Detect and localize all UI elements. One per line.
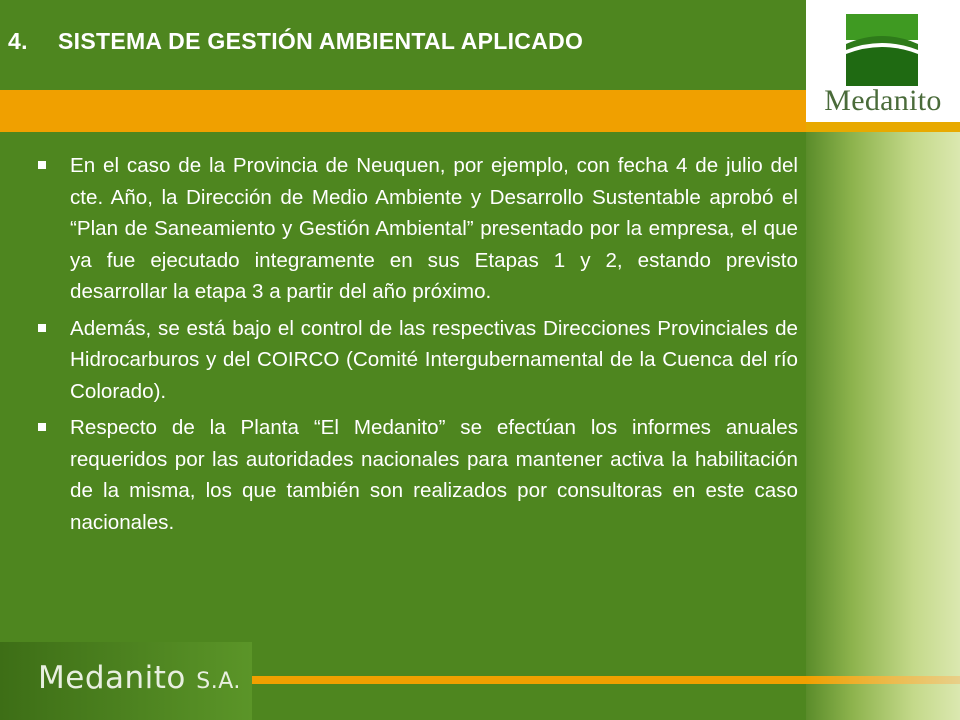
bullet-list	[36, 150, 798, 543]
bullet-text: Respecto de la Planta “El Medanito” se efectúan los informes anuales requeridos por las autoridades nacionales para mantener activa la habilitación de la misma, los que también son realizados por consultoras en este caso nacionales.	[70, 416, 798, 534]
square-bullet-icon	[38, 423, 46, 431]
bullet-text: Además, se está bajo el control de las respectivas Direcciones Provinciales de Hidrocarburos y del COIRCO (Comité Intergubernamental de la Cuenca del río Colorado).	[70, 316, 798, 403]
slide-title	[8, 28, 798, 55]
title-text: SISTEMA DE GESTIÓN AMBIENTAL APLICADO	[58, 28, 584, 54]
list-item	[36, 313, 798, 408]
square-bullet-icon	[38, 161, 46, 169]
footer-company: Medanito	[38, 660, 186, 696]
title-number: 4.	[8, 28, 28, 54]
footer-suffix: S.A.	[196, 669, 241, 694]
list-item	[36, 412, 798, 538]
orange-bar-right	[806, 122, 960, 132]
logo-name: Medanito	[824, 84, 942, 117]
footer-orange-line-right	[806, 676, 960, 684]
footer-orange-line	[252, 676, 808, 684]
bullet-text: En el caso de la Provincia de Neuquen, por ejemplo, con fecha 4 de julio del cte. Año, la Dirección de Medio Ambiente y Desarrollo Sustentable aprobó el “Plan de Saneamiento y Gestión Ambiental” presentado por la empresa, el que ya fue ejecutado integramente en sus Etapas 1 y 2, estando previsto desarrollar la etapa 3 a partir del año próximo.	[70, 154, 798, 303]
medanito-logo-icon	[846, 14, 918, 86]
orange-header-bar	[0, 90, 806, 132]
square-bullet-icon	[38, 324, 46, 332]
footer-company-name	[38, 660, 241, 696]
list-item	[36, 150, 798, 308]
